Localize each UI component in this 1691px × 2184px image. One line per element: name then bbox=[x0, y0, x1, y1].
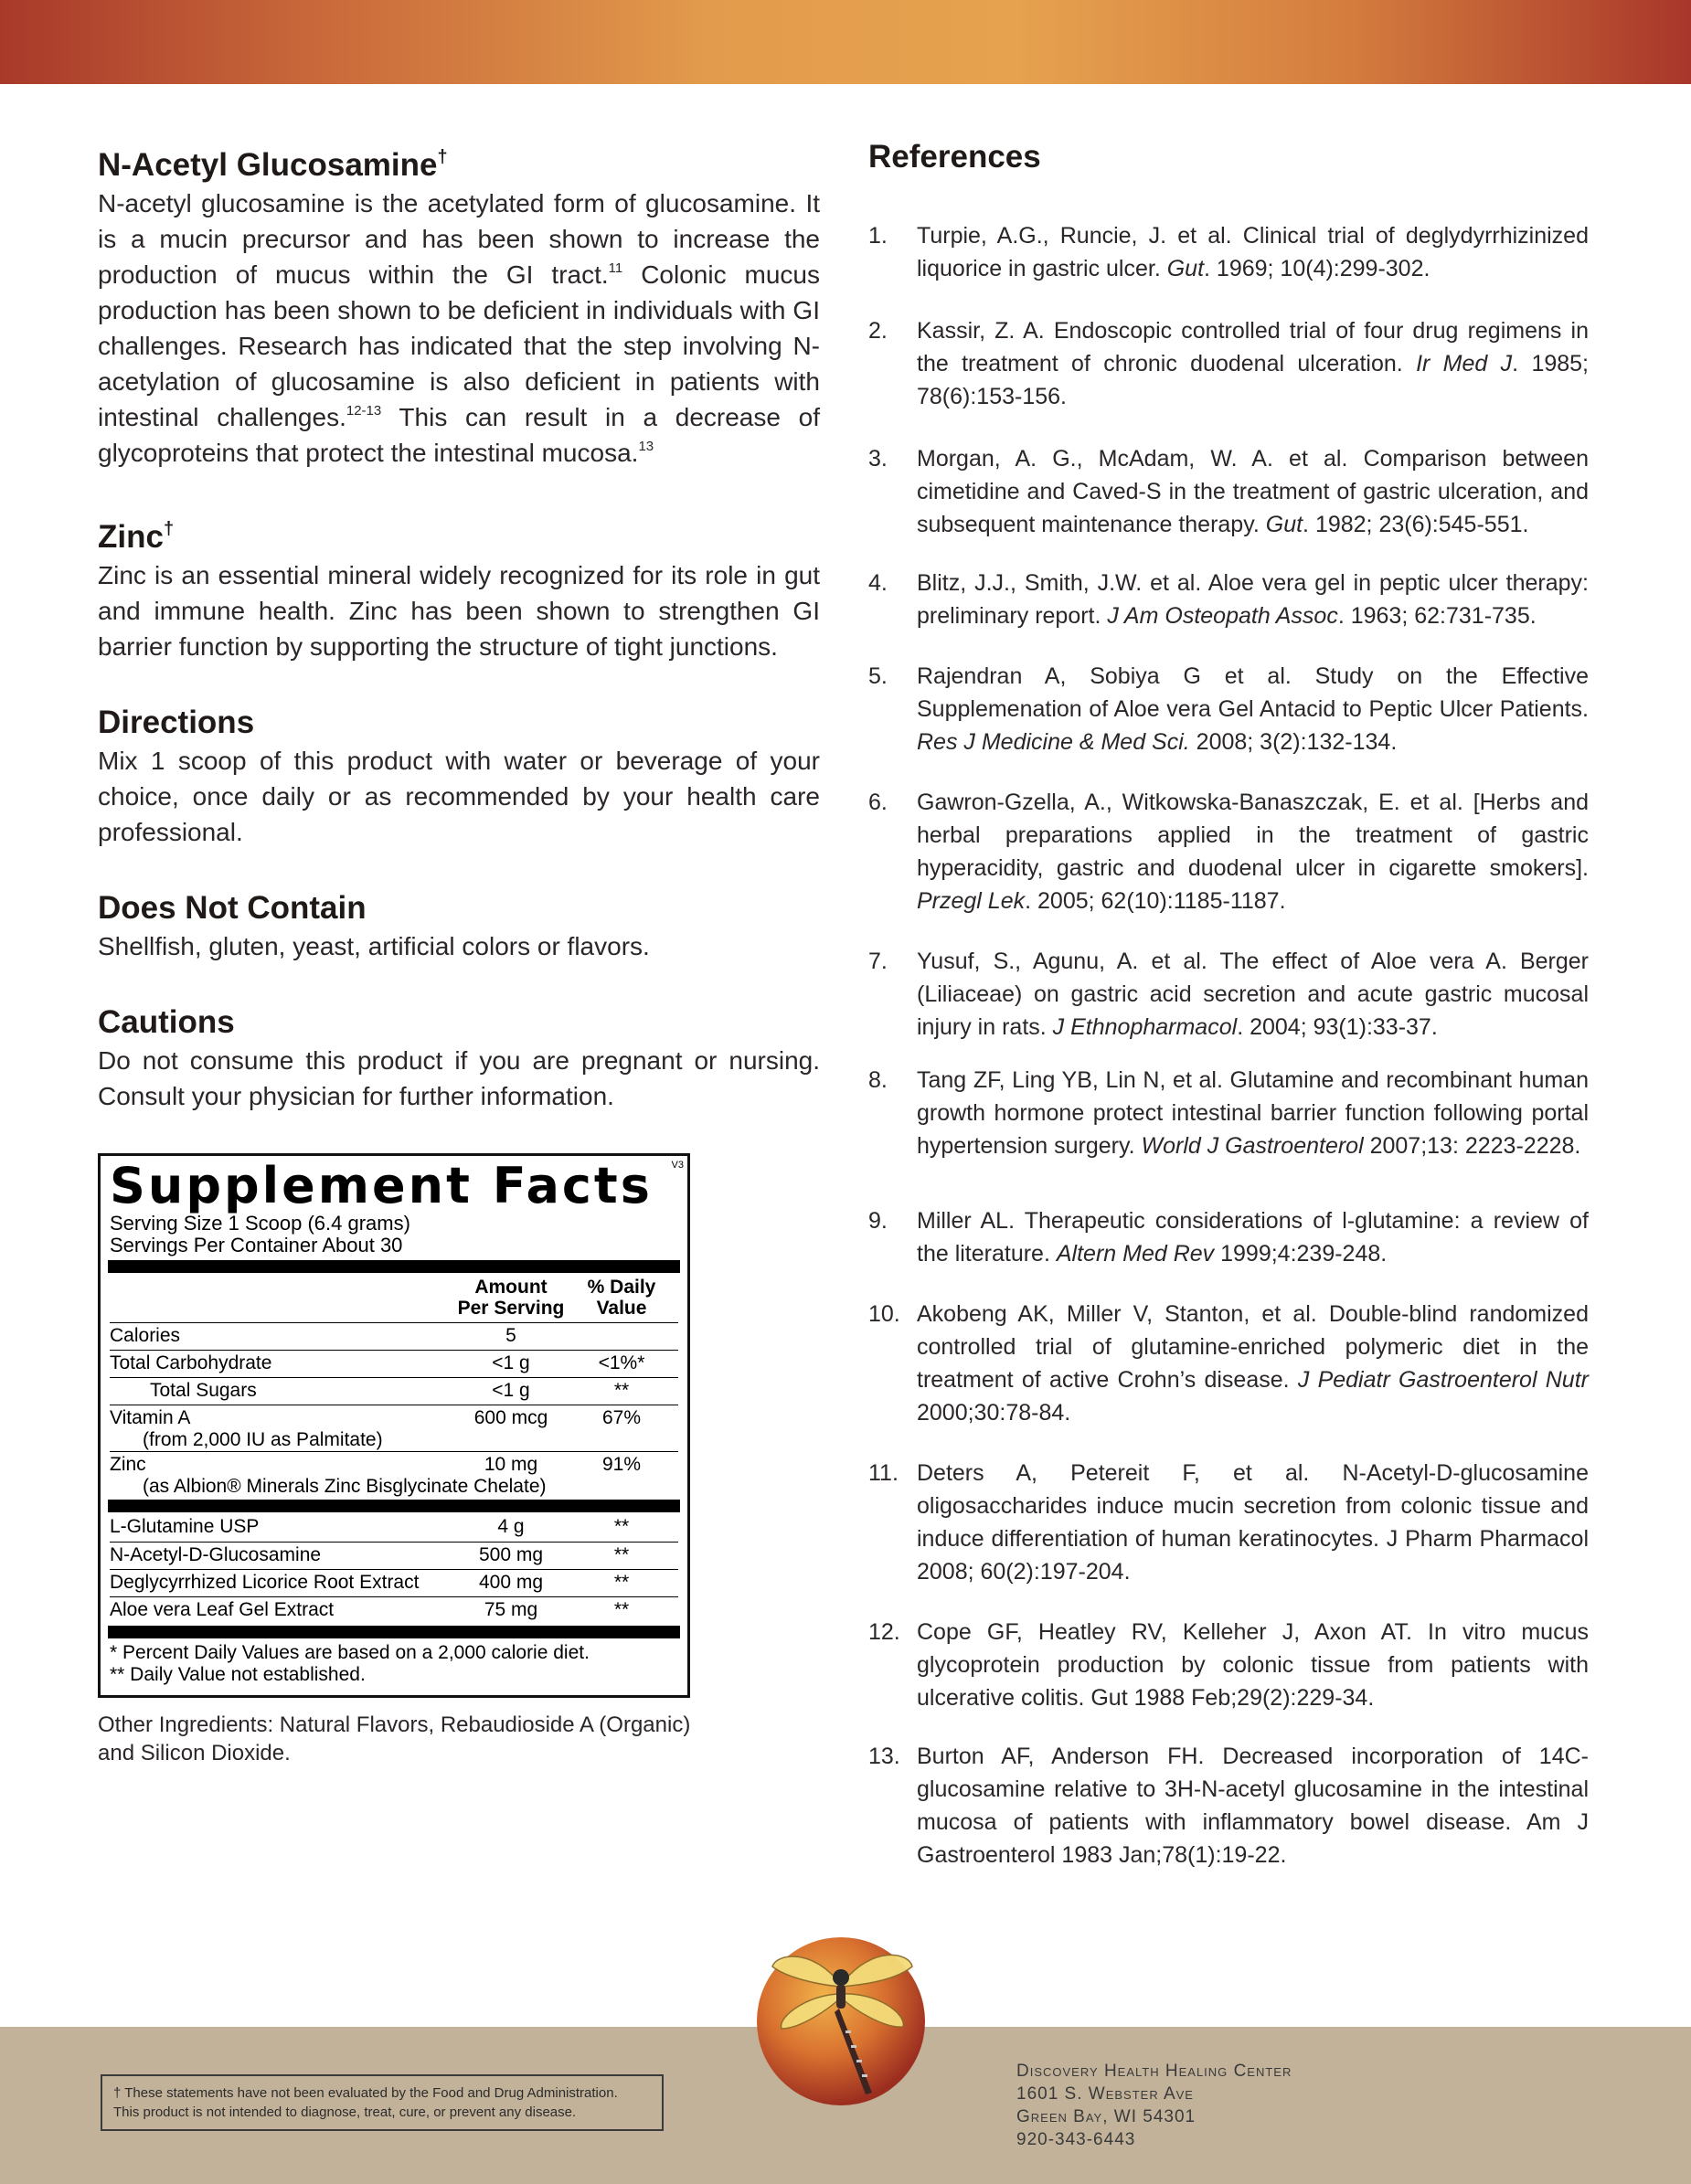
left-column bbox=[98, 137, 820, 1114]
top-banner bbox=[0, 0, 1691, 84]
sf-version: V3 bbox=[671, 1160, 684, 1171]
supplement-facts-panel bbox=[98, 1153, 690, 1698]
references-column bbox=[868, 137, 1590, 1868]
reference-item bbox=[868, 1298, 1589, 1429]
reference-text: Deters A, Petereit F, et al. N-Acetyl-D-glucosamine oligosaccharides induce mucin secretion from colonic tissue and induce differentiation of human keratinocytes. J Pharm Pharmacol 2008; 60(2):197-204. bbox=[917, 1460, 1589, 1585]
directions-text: Mix 1 scoop of this product with water or beverage of your choice, once daily or as recommended by your health care professional. bbox=[98, 747, 820, 846]
reference-text: Gawron-Gzella, A., Witkowska-Banaszczak, E. et al. [Herbs and herbal preparations applied in the treatment of gastric hyperacidity, gastric and duodenal ulcer in cigarette smokers]. Przegl Lek. 2005; 62(10):1185-1187. bbox=[917, 790, 1589, 914]
reference-text: Burton AF, Anderson FH. Decreased incorporation of 14C-glucosamine relative to 3H-N-acetyl glucosamine in the intestinal mucosa of patients with inflammatory bowel disease. Am J Gastroenterol 1983 Jan;78(1):19-22. bbox=[917, 1744, 1589, 1868]
reference-text: Tang ZF, Ling YB, Lin N, et al. Glutamine and recombinant human growth hormone protect intestinal barrier function following portal hypertension surgery. World J Gastroenterol 2007;13: 2223-2228. bbox=[917, 1067, 1589, 1159]
reference-item bbox=[868, 945, 1589, 1044]
reference-number: 1. bbox=[868, 223, 888, 249]
sf-row: N-Acetyl-D-Glucosamine 500 mg ** bbox=[110, 1542, 678, 1569]
address-street: 1601 S. Webster Ave bbox=[1016, 2084, 1194, 2104]
reference-item bbox=[868, 314, 1589, 413]
sf-row: Vitamin A 600 mcg 67% (from 2,000 IU as Palmitate) bbox=[110, 1405, 678, 1451]
reference-number: 10. bbox=[868, 1301, 900, 1327]
reference-item bbox=[868, 1616, 1589, 1714]
reference-text: Yusuf, S., Agunu, A. et al. The effect of Aloe vera A. Berger (Liliaceae) on gastric acid secretion and acute gastric mucosal injury in rats. J Ethnopharmacol. 2004; 93(1):33-37. bbox=[917, 949, 1589, 1040]
sf-serving-size: Serving Size 1 Scoop (6.4 grams) bbox=[110, 1212, 410, 1235]
nag-title: N-Acetyl Glucosamine† bbox=[98, 147, 448, 183]
sf-title: Supplement Facts bbox=[110, 1157, 653, 1214]
dragonfly-logo bbox=[750, 1930, 932, 2113]
sf-header bbox=[110, 1275, 678, 1322]
address-phone: 920-343-6443 bbox=[1016, 2130, 1136, 2149]
reference-number: 2. bbox=[868, 318, 888, 344]
reference-item bbox=[868, 1204, 1589, 1270]
zinc-section bbox=[98, 509, 820, 664]
reference-item bbox=[868, 786, 1589, 917]
disclaimer-line-1: † These statements have not been evaluated by the Food and Drug Administration. bbox=[113, 2085, 618, 2101]
sf-row: Total Sugars <1 g ** bbox=[110, 1377, 678, 1405]
zinc-text: Zinc is an essential mineral widely recognized for its role in gut and immune health. Zinc has been shown to strengthen GI barrier function by supporting the structure of tight junctions. bbox=[98, 561, 820, 661]
does-not-contain-title: Does Not Contain bbox=[98, 890, 367, 926]
reference-number: 12. bbox=[868, 1619, 900, 1645]
reference-text: Blitz, J.J., Smith, J.W. et al. Aloe vera gel in peptic ulcer therapy: preliminary report. J Am Osteopath Assoc. 1963; 62:731-735. bbox=[917, 570, 1589, 629]
sf-footnote-2: ** Daily Value not established. bbox=[110, 1664, 366, 1685]
fda-disclaimer bbox=[101, 2074, 664, 2131]
disclaimer-line-2: This product is not intended to diagnose, treat, cure, or prevent any disease. bbox=[113, 2104, 577, 2120]
address-name: Discovery Health Healing Center bbox=[1016, 2062, 1292, 2081]
reference-text: Morgan, A. G., McAdam, W. A. et al. Comparison between cimetidine and Caved-S in the treatment of gastric ulceration, and subsequent maintenance therapy. Gut. 1982; 23(6):545-551. bbox=[917, 446, 1589, 537]
directions-section bbox=[98, 703, 820, 850]
sf-row: L-Glutamine USP 4 g ** bbox=[110, 1516, 630, 1537]
reference-text: Miller AL. Therapeutic considerations of l-glutamine: a review of the literature. Altern Med Rev 1999;4:239-248. bbox=[917, 1208, 1589, 1267]
sf-row: Aloe vera Leaf Gel Extract 75 mg ** bbox=[110, 1596, 678, 1624]
reference-text: Akobeng AK, Miller V, Stanton, et al. Double-blind randomized controlled trial of glutamine-enriched polymeric diet in the treatment of active Crohn’s disease. J Pediatr Gastroenterol Nutr 2000;30:78-84. bbox=[917, 1301, 1589, 1426]
reference-number: 3. bbox=[868, 446, 888, 472]
references-title: References bbox=[868, 139, 1041, 175]
sf-divider bbox=[108, 1260, 680, 1273]
does-not-contain-text: Shellfish, gluten, yeast, artificial colors or flavors. bbox=[98, 932, 650, 960]
reference-number: 5. bbox=[868, 663, 888, 689]
sf-divider bbox=[108, 1626, 680, 1638]
address-block bbox=[1016, 2060, 1292, 2151]
sf-divider bbox=[108, 1500, 680, 1512]
nag-text: N-acetyl glucosamine is the acetylated form of glucosamine. It is a mucin precursor and has been shown to increase the production of mucus within the GI tract.$^{11}$ Colonic mucus production has been shown to be deficient in individuals with GI challenges. Research has indicated that the step involving N-acetylation of glucosamine is also deficient in patients with intestinal challenges.$^{12-13}$ This can result in a decrease of glycoproteins that protect the intestinal mucosa.$^{13}$ bbox=[98, 189, 821, 467]
nag-section bbox=[98, 137, 820, 471]
other-ingredients: Other Ingredients: Natural Flavors, Rebaudioside A (Organic) and Silicon Dioxide. bbox=[98, 1712, 691, 1765]
cautions-section bbox=[98, 1002, 820, 1114]
reference-item bbox=[868, 567, 1589, 632]
reference-item bbox=[868, 1064, 1589, 1162]
reference-text: Turpie, A.G., Runcie, J. et al. Clinical trial of deglydyrrhizinized liquorice in gastric ulcer. Gut. 1969; 10(4):299-302. bbox=[917, 223, 1589, 281]
sf-servings-per-container: Servings Per Container About 30 bbox=[110, 1234, 403, 1256]
reference-text: Cope GF, Heatley RV, Kelleher J, Axon AT. In vitro mucus glycoprotein production by colonic tissue from patients with ulcerative colitis. Gut 1988 Feb;29(2):229-34. bbox=[917, 1619, 1589, 1711]
sf-header-dv: % Daily Value bbox=[587, 1277, 656, 1319]
sf-row: Total Carbohydrate <1 g <1%* bbox=[110, 1350, 678, 1377]
reference-item bbox=[868, 1457, 1589, 1588]
reference-item bbox=[868, 1740, 1589, 1871]
reference-number: 9. bbox=[868, 1208, 888, 1234]
cautions-text: Do not consume this product if you are pregnant or nursing. Consult your physician for further information. bbox=[98, 1046, 820, 1110]
sf-row: Deglycyrrhized Licorice Root Extract 400 mg ** bbox=[110, 1569, 678, 1596]
reference-text: Kassir, Z. A. Endoscopic controlled trial of four drug regimens in the treatment of chronic duodenal ulceration. Ir Med J. 1985; 78(6):153-156. bbox=[917, 318, 1590, 409]
directions-title: Directions bbox=[98, 705, 255, 740]
sf-row: Calories 5 bbox=[110, 1322, 678, 1350]
reference-number: 11. bbox=[868, 1460, 899, 1486]
reference-item bbox=[868, 442, 1589, 541]
reference-text: Rajendran A, Sobiya G et al. Study on the Effective Supplemenation of Aloe vera Gel Antacid to Peptic Ulcer Patients. Res J Medicine & Med Sci. 2008; 3(2):132-134. bbox=[917, 663, 1589, 755]
does-not-contain-section bbox=[98, 888, 820, 964]
reference-number: 7. bbox=[868, 949, 888, 974]
reference-number: 13. bbox=[868, 1744, 900, 1769]
sf-row: Zinc 10 mg 91% (as Albion® Minerals Zinc Bisglycinate Chelate) bbox=[110, 1451, 678, 1498]
sf-header-amount: Amount Per Serving bbox=[457, 1277, 565, 1319]
cautions-title: Cautions bbox=[98, 1004, 235, 1040]
reference-number: 6. bbox=[868, 790, 888, 815]
zinc-title: Zinc† bbox=[98, 519, 175, 555]
reference-number: 8. bbox=[868, 1067, 888, 1093]
address-city: Green Bay, WI 54301 bbox=[1016, 2107, 1196, 2126]
reference-item bbox=[868, 660, 1589, 758]
reference-number: 4. bbox=[868, 570, 888, 596]
reference-item bbox=[868, 219, 1589, 285]
sf-footnote-1: * Percent Daily Values are based on a 2,000 calorie diet. bbox=[110, 1642, 590, 1663]
